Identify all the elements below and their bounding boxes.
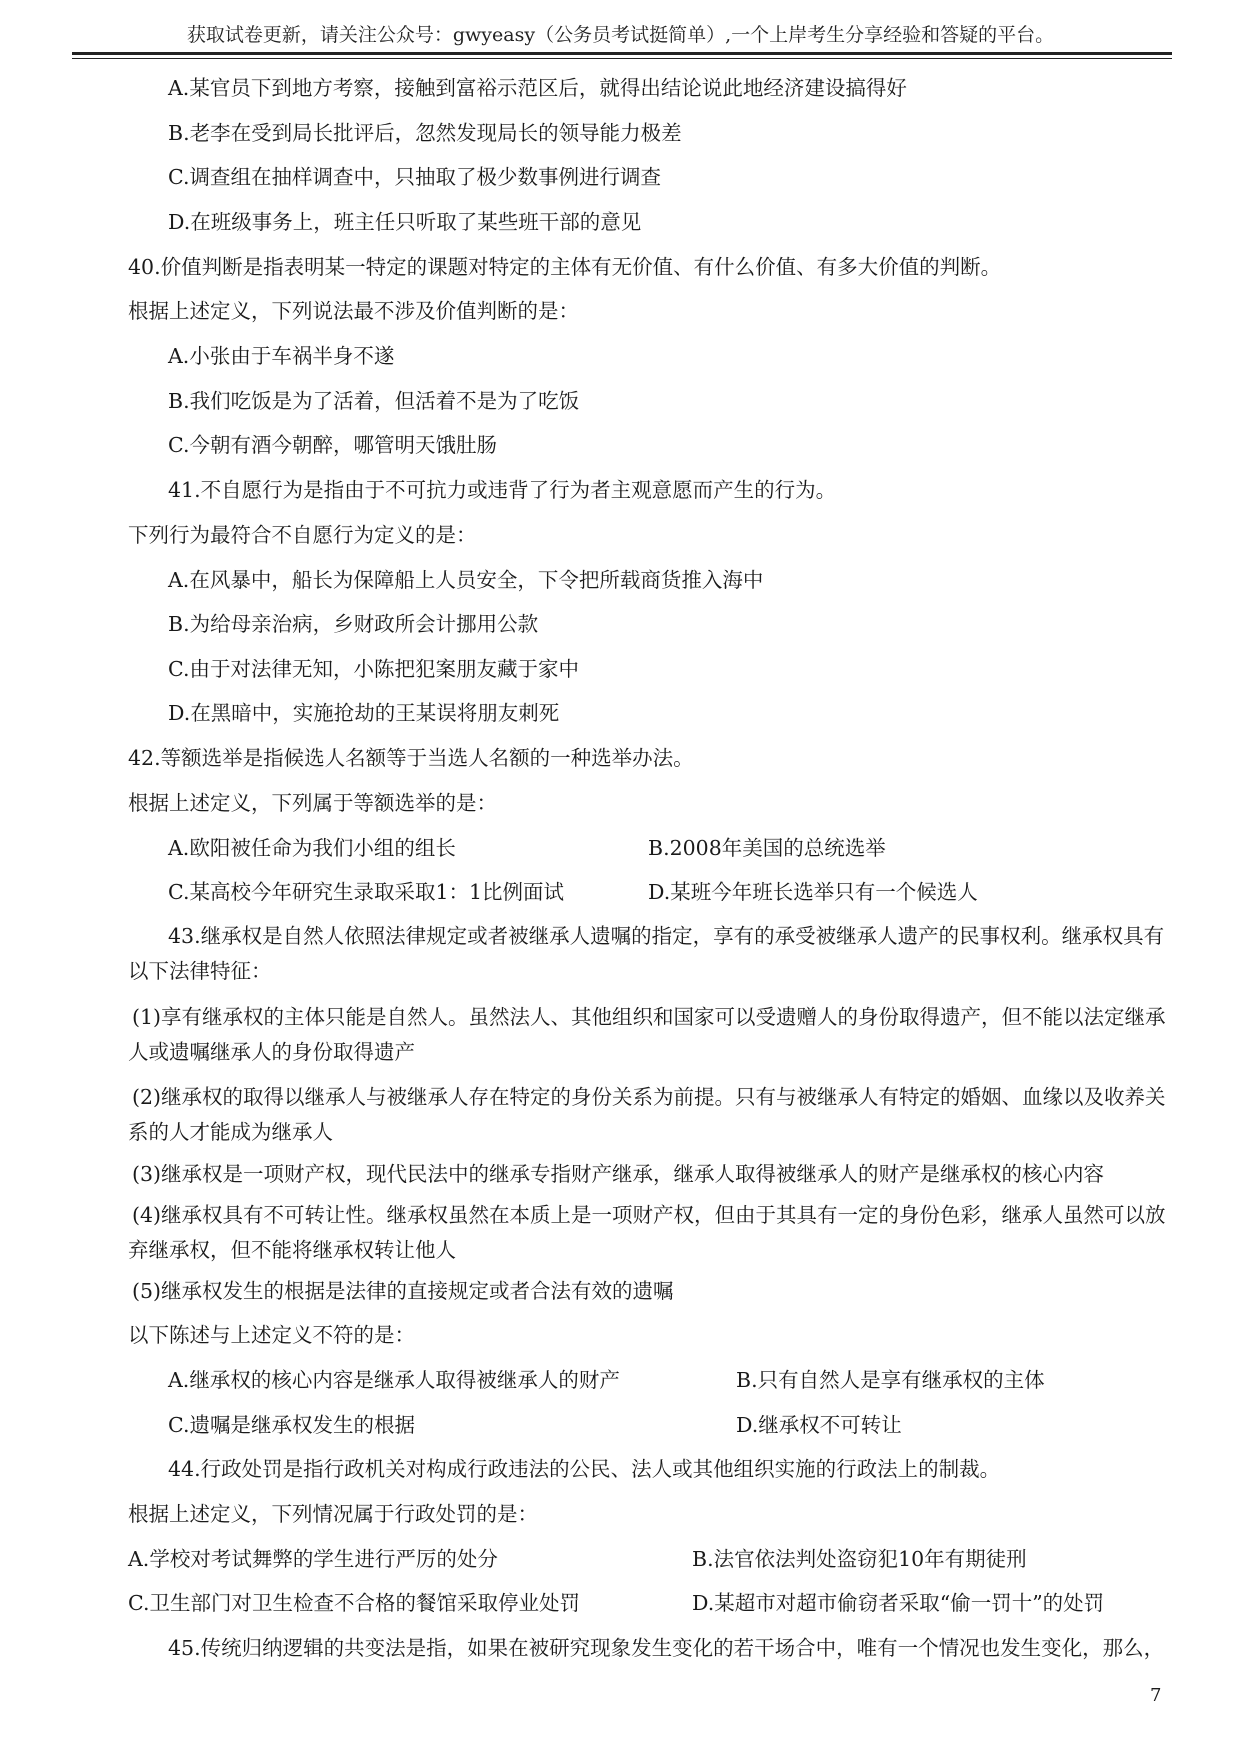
q41-option-b: B.为给母亲治病，乡财政所会计挪用公款 bbox=[168, 612, 539, 636]
q45-definition: 45.传统归纳逻辑的共变法是指，如果在被研究现象发生变化的若干场合中，唯有一个情况也发生变化，那么， bbox=[168, 1636, 1165, 1660]
header-rule-thick bbox=[72, 52, 1172, 55]
q41-question: 下列行为最符合不自愿行为定义的是： bbox=[128, 523, 477, 547]
q40-option-a: A.小张由于车祸半身不遂 bbox=[168, 344, 395, 368]
q43-feature-3: (3)继承权是一项财产权，现代民法中的继承专指财产继承，继承人取得被继承人的财产是继承权的核心内容 bbox=[132, 1162, 1105, 1186]
q39-option-d: D.在班级事务上，班主任只听取了某些班干部的意见 bbox=[168, 210, 642, 234]
q43-definition: 43.继承权是自然人依照法律规定或者被继承人遗嘱的指定，享有的承受被继承人遗产的民事权利。继承权具有以下法律特征： bbox=[128, 924, 1165, 983]
q44-option-a: A.学校对考试舞弊的学生进行严厉的处分 bbox=[128, 1547, 498, 1571]
q43-option-c: C.遗嘱是继承权发生的根据 bbox=[168, 1413, 415, 1437]
q39-option-a: A.某官员下到地方考察，接触到富裕示范区后，就得出结论说此地经济建设搞得好 bbox=[168, 76, 907, 100]
q39-option-b: B.老李在受到局长批评后，忽然发现局长的领导能力极差 bbox=[168, 121, 682, 145]
q43-feature-2: (2)继承权的取得以继承人与被继承人存在特定的身份关系为前提。只有与被继承人有特定的婚姻、血缘以及收养关系的人才能成为继承人 bbox=[128, 1085, 1166, 1144]
q42-option-b: B.2008年美国的总统选举 bbox=[648, 836, 886, 860]
q43-question: 以下陈述与上述定义不符的是： bbox=[128, 1323, 415, 1347]
page-number: 7 bbox=[1150, 1685, 1162, 1706]
q41-option-a: A.在风暴中，船长为保障船上人员安全，下令把所载商货推入海中 bbox=[168, 568, 764, 592]
q40-option-c: C.今朝有酒今朝醉，哪管明天饿肚肠 bbox=[168, 433, 497, 457]
q43-option-a: A.继承权的核心内容是继承人取得被继承人的财产 bbox=[168, 1368, 620, 1392]
q44-option-b: B.法官依法判处盗窃犯10年有期徒刑 bbox=[692, 1547, 1027, 1571]
q40-definition: 40.价值判断是指表明某一特定的课题对特定的主体有无价值、有什么价值、有多大价值的判断。 bbox=[128, 255, 1002, 279]
q44-question: 根据上述定义，下列情况属于行政处罚的是： bbox=[128, 1502, 538, 1526]
q42-option-c: C.某高校今年研究生录取采取1：1比例面试 bbox=[168, 880, 565, 904]
q40-question: 根据上述定义，下列说法最不涉及价值判断的是： bbox=[128, 299, 579, 323]
q41-option-d: D.在黑暗中，实施抢劫的王某误将朋友刺死 bbox=[168, 701, 560, 725]
q42-option-a: A.欧阳被任命为我们小组的组长 bbox=[168, 836, 456, 860]
q44-option-c: C.卫生部门对卫生检查不合格的餐馆采取停业处罚 bbox=[128, 1591, 580, 1615]
q41-option-c: C.由于对法律无知，小陈把犯案朋友藏于家中 bbox=[168, 657, 579, 681]
page-header: 获取试卷更新，请关注公众号：gwyeasy（公务员考试挺简单）,一个上岸考生分享经验和答疑的平台。 bbox=[186, 24, 1055, 46]
q42-option-d: D.某班今年班长选举只有一个候选人 bbox=[648, 880, 978, 904]
header-rule-thin bbox=[72, 58, 1172, 59]
q39-option-c: C.调查组在抽样调查中，只抽取了极少数事例进行调查 bbox=[168, 165, 661, 189]
q43-option-b: B.只有自然人是享有继承权的主体 bbox=[736, 1368, 1045, 1392]
q43-feature-1: (1)享有继承权的主体只能是自然人。虽然法人、其他组织和国家可以受遗赠人的身份取得遗产，但不能以法定继承人或遗嘱继承人的身份取得遗产 bbox=[128, 1005, 1166, 1064]
q41-definition: 41.不自愿行为是指由于不可抗力或违背了行为者主观意愿而产生的行为。 bbox=[168, 478, 837, 502]
q44-option-d: D.某超市对超市偷窃者采取“偷一罚十”的处罚 bbox=[692, 1591, 1105, 1615]
q42-question: 根据上述定义，下列属于等额选举的是： bbox=[128, 791, 497, 815]
q44-definition: 44.行政处罚是指行政机关对构成行政违法的公民、法人或其他组织实施的行政法上的制裁。 bbox=[168, 1457, 1001, 1481]
q43-option-d: D.继承权不可转让 bbox=[736, 1413, 902, 1437]
q43-feature-4: (4)继承权具有不可转让性。继承权虽然在本质上是一项财产权，但由于其具有一定的身份色彩，继承人虽然可以放弃继承权，但不能将继承权转让他人 bbox=[128, 1203, 1166, 1262]
q40-option-b: B.我们吃饭是为了活着，但活着不是为了吃饭 bbox=[168, 389, 580, 413]
q42-definition: 42.等额选举是指候选人名额等于当选人名额的一种选举办法。 bbox=[128, 746, 694, 770]
q43-feature-5: (5)继承权发生的根据是法律的直接规定或者合法有效的遗嘱 bbox=[132, 1279, 674, 1303]
